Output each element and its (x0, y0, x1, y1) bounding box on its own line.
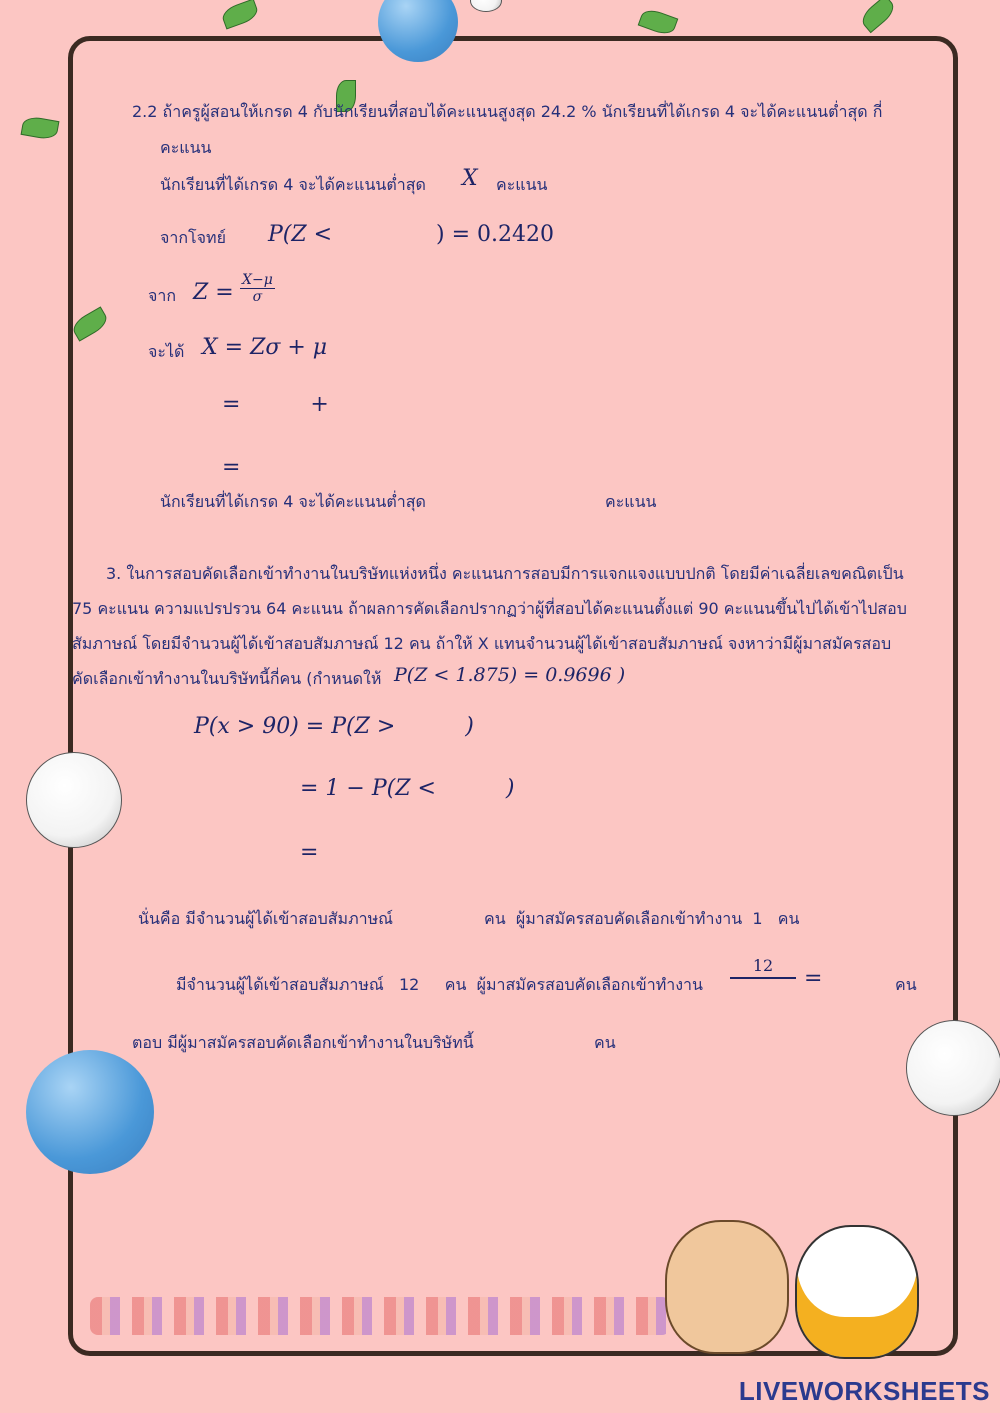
from-label: จาก (148, 286, 177, 305)
dog-cartoon-illustration (795, 1225, 919, 1359)
blue-bubble-decoration (26, 1050, 154, 1174)
answer-unit: คน (594, 1033, 616, 1052)
step-1-equation: P(x > 90) = P(Z > ) (194, 714, 474, 739)
equation-step-2: = (222, 455, 241, 480)
z-formula-fraction (240, 272, 275, 305)
x-formula: X = Zσ + μ (202, 335, 328, 360)
question-3-line-4: คัดเลือกเข้าทำงานในบริษัทนี้กี่คน (กำหนดให้ (72, 669, 382, 688)
question-2-2-text-cont: คะแนน (160, 138, 212, 157)
leaf-decoration (858, 0, 898, 33)
fraction-denominator: σ (252, 289, 263, 305)
fraction-numerator: X−μ (242, 272, 273, 288)
white-bubble-decoration (906, 1020, 1000, 1116)
lowest-score-label: นักเรียนที่ได้เกรด 4 จะได้คะแนนต่ำสุด (160, 175, 426, 194)
conclusion-text: นักเรียนที่ได้เกรด 4 จะได้คะแนนต่ำสุด (160, 492, 426, 511)
step-2-equation: = 1 − P(Z < ) (300, 776, 515, 801)
z-formula-lhs: Z = (193, 280, 234, 305)
question-3-line-1: 3. ในการสอบคัดเลือกเข้าทำงานในบริษัทแห่งหนึ่ง คะแนนการสอบมีการแจกแจงแบบปกติ โดยมีค่าเฉลี่ยเลขคณิตเป็น (106, 564, 904, 583)
liveworksheets-logo: LIVEWORKSHEETS (738, 1376, 990, 1406)
question-2-2-text: 2.2 ถ้าครูผู้สอนให้เกรด 4 กับนักเรียนที่สอบได้คะแนนสูงสุด 24.2 % นักเรียนที่ได้เกรด 4 จะได้คะแนนต่ำสุด กี่ (132, 102, 883, 121)
that-is-text-cont: คน ผู้มาสมัครสอบคัดเลือกเข้าทำงาน 1 คน (484, 909, 800, 928)
interview-count-text: มีจำนวนผู้ได้เข้าสอบสัมภาษณ์ 12 คน ผู้มาสมัครสอบคัดเลือกเข้าทำงาน (176, 975, 703, 994)
question-3-line-2: 75 คะแนน ความแปรปรวน 64 คะแนน ถ้าผลการคัดเลือกปรากฏว่าผู้ที่สอบได้คะแนนตั้งแต่ 90 คะแนนขึ้นไปได้เข้าไปสอบ (72, 599, 907, 618)
from-problem-label: จากโจทย์ (160, 228, 226, 247)
step-3-equation: = (300, 840, 319, 865)
leaf-decoration (638, 6, 679, 37)
answer-blank-z[interactable] (344, 222, 430, 248)
ratio-fraction (730, 956, 796, 979)
that-is-text: นั่นคือ มีจำนวนผู้ได้เข้าสอบสัมภาษณ์ (138, 909, 394, 928)
conclusion-unit: คะแนน (605, 492, 657, 511)
get-label: จะได้ (148, 342, 185, 361)
white-bubble-decoration (470, 0, 502, 12)
mushroom-border-decoration (90, 1297, 670, 1335)
equation-step-1: = + (222, 392, 329, 417)
equals-sign: = (804, 966, 823, 991)
probability-left: P(Z < (268, 222, 333, 247)
answer-text: ตอบ มีผู้มาสมัครสอบคัดเลือกเข้าทำงานในบริษัทนี้ (132, 1033, 474, 1052)
given-probability: P(Z < 1.875) = 0.9696 ) (394, 664, 626, 686)
unit-label: คะแนน (496, 175, 548, 194)
leaf-decoration (220, 0, 261, 30)
unit-label: คน (895, 975, 917, 994)
leaf-decoration (21, 115, 60, 141)
variable-x: X (462, 166, 478, 191)
bear-cartoon-illustration (665, 1220, 789, 1354)
probability-right: ) = 0.2420 (436, 222, 554, 247)
question-3-line-3: สัมภาษณ์ โดยมีจำนวนผู้ได้เข้าสอบสัมภาษณ์ 12 คน ถ้าให้ X แทนจำนวนผู้ได้เข้าสอบสัมภาษณ์ จงหาว่ามีผู้มาสมัครสอบ (72, 634, 892, 653)
white-bubble-decoration (26, 752, 122, 848)
fraction-numerator: 12 (730, 956, 796, 979)
